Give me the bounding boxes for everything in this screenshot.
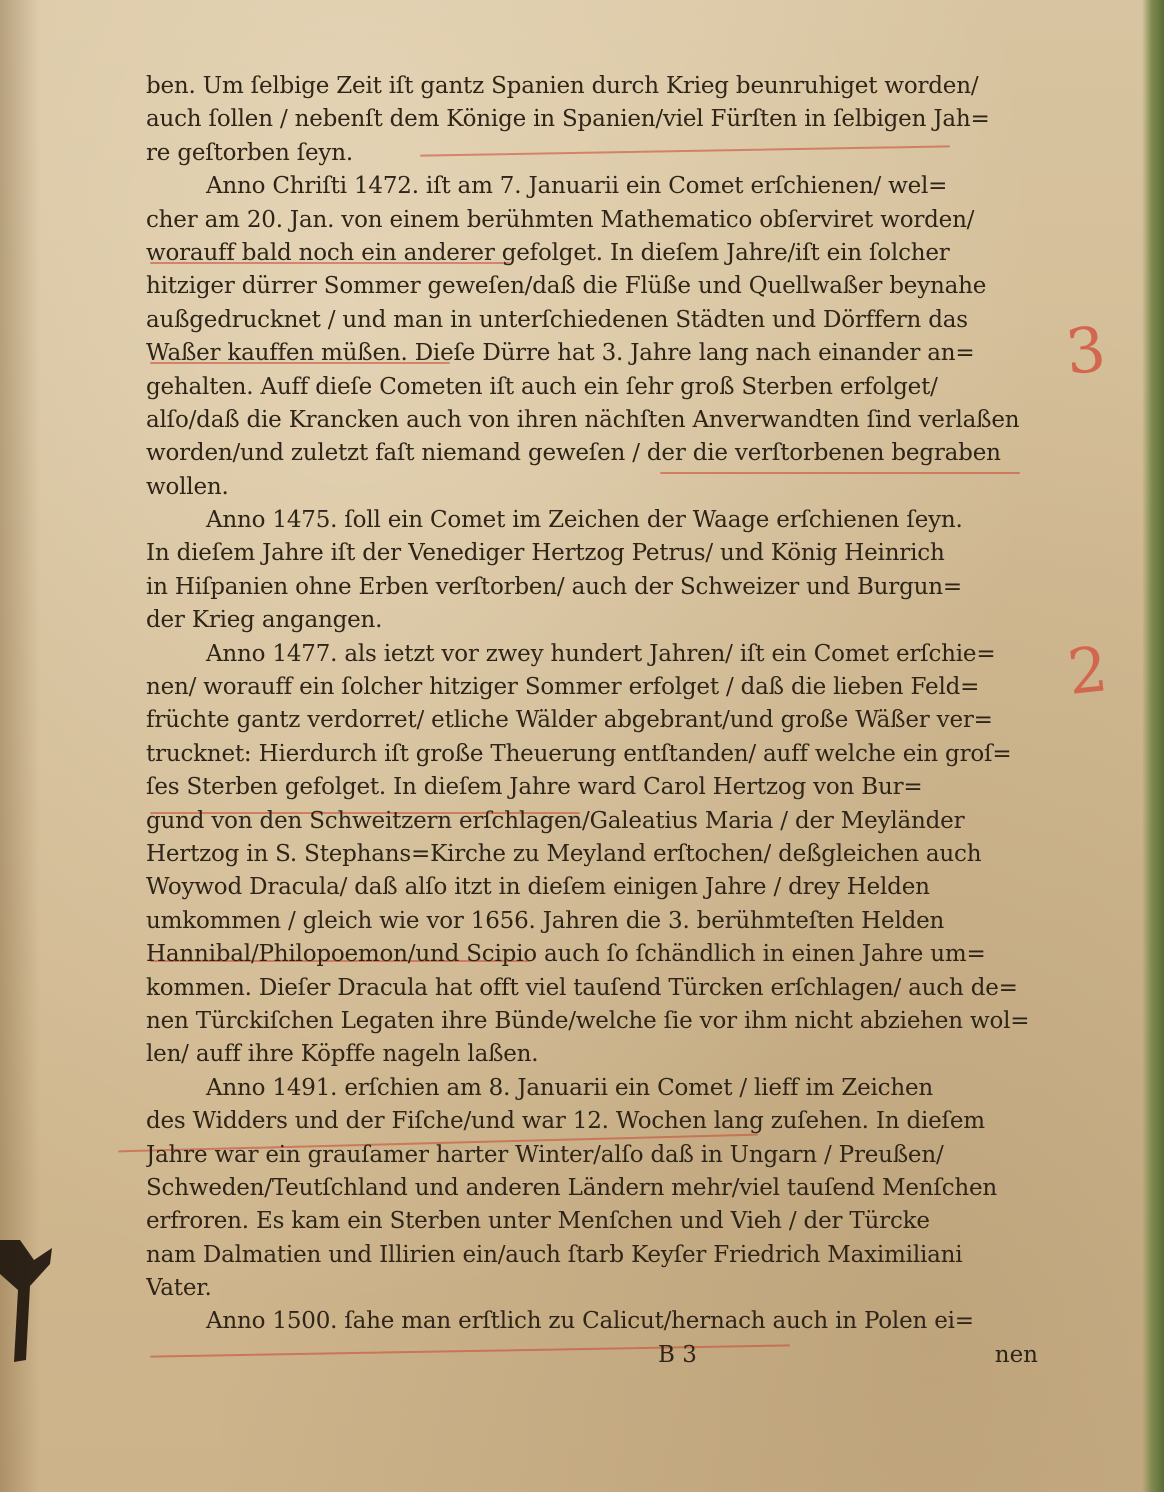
text-line: Jahre war ein grauſamer harter Winter/alſo daß in Ungarn / Preußen/ xyxy=(146,1141,944,1168)
text-line: cher am 20. Jan. von einem berühmten Mathematico obſerviret worden/ xyxy=(146,206,975,233)
margin-note-2: 2 xyxy=(1064,632,1112,709)
text-line: Anno 1475. ſoll ein Comet im Zeichen der Waage erſchienen ſeyn. xyxy=(206,507,963,534)
page-edge-binding xyxy=(1142,0,1164,1492)
text-line: Hertzog in S. Stephans=Kirche zu Meyland erſtochen/ deßgleichen auch xyxy=(146,840,982,867)
text-line: Anno Chriſti 1472. iſt am 7. Januarii ein Comet erſchienen/ wel= xyxy=(206,173,948,200)
text-line: Anno 1491. erſchien am 8. Januarii ein Comet / lieff im Zeichen xyxy=(206,1074,934,1101)
text-line: auch ſollen / nebenſt dem Könige in Spanien/viel Fürſten in ſelbigen Jah= xyxy=(146,106,990,133)
text-line: re geſtorben ſeyn. xyxy=(146,139,353,166)
text-line: nen Türckiſchen Legaten ihre Bünde/welche ſie vor ihm nicht abziehen wol= xyxy=(146,1007,1030,1034)
text-line: nam Dalmatien und Illirien ein/auch ſtarb Keyſer Friedrich Maximiliani xyxy=(146,1241,963,1268)
text-line: der Krieg angangen. xyxy=(146,607,383,634)
text-line: alſo/daß die Krancken auch von ihren nächſten Anverwandten ſind verlaßen xyxy=(146,406,1020,433)
text-line: Anno 1477. als ietzt vor zwey hundert Jahren/ iſt ein Comet erſchie= xyxy=(206,640,996,667)
ink-stain xyxy=(0,1230,54,1370)
text-line: hitziger dürrer Sommer geweſen/daß die Flüße und Quellwaßer beynahe xyxy=(146,273,987,300)
text-line: kommen. Dieſer Dracula hat offt viel tauſend Türcken erſchlagen/ auch de= xyxy=(146,974,1018,1001)
page-footer xyxy=(146,1342,1038,1382)
text-line: Waßer kauffen müßen. Dieſe Dürre hat 3. Jahre lang nach einander an= xyxy=(146,340,975,367)
text-line: nen/ worauff ein ſolcher hitziger Sommer erfolget / daß die lieben Feld= xyxy=(146,674,980,701)
catchword: nen xyxy=(994,1342,1038,1368)
margin-note-3: 3 xyxy=(1062,312,1110,389)
text-line: worauff bald noch ein anderer gefolget. In dieſem Jahre/iſt ein ſolcher xyxy=(146,239,950,266)
text-line: Hannibal/Philopoemon/und Scipio auch ſo ſchändlich in einen Jahre um= xyxy=(146,941,986,968)
text-line: In dieſem Jahre iſt der Venediger Hertzog Petrus/ und König Heinrich xyxy=(146,540,945,567)
text-line: Woywod Dracula/ daß alſo itzt in dieſem einigen Jahre / drey Helden xyxy=(146,874,930,901)
text-line: des Widders und der Fiſche/und war 12. Wochen lang zuſehen. In dieſem xyxy=(146,1108,985,1135)
text-line: ſes Sterben gefolget. In dieſem Jahre ward Carol Hertzog von Bur= xyxy=(146,774,923,801)
text-line: erfroren. Es kam ein Sterben unter Menſchen und Vieh / der Türcke xyxy=(146,1208,930,1235)
text-line: worden/und zuletzt faſt niemand geweſen / der die verſtorbenen begraben xyxy=(146,440,1001,467)
text-line: früchte gantz verdorret/ etliche Wälder abgebrant/und große Wäßer ver= xyxy=(146,707,993,734)
signature-mark: B 3 xyxy=(658,1342,697,1368)
text-line: Vater. xyxy=(146,1275,212,1302)
text-line: umkommen / gleich wie vor 1656. Jahren die 3. berühmteſten Helden xyxy=(146,907,945,934)
text-line: gund von den Schweitzern erſchlagen/Galeatius Maria / der Meyländer xyxy=(146,807,965,834)
text-line: Schweden/Teutſchland und anderen Ländern mehr/viel tauſend Menſchen xyxy=(146,1174,998,1201)
text-line: außgedrucknet / und man in unterſchiedenen Städten und Dörffern das xyxy=(146,306,968,333)
text-line: Anno 1500. ſahe man erſtlich zu Calicut/hernach auch in Polen ei= xyxy=(206,1308,974,1335)
text-line: len/ auff ihre Köpffe nageln laßen. xyxy=(146,1041,539,1068)
text-line: wollen. xyxy=(146,473,229,500)
text-line: ben. Um ſelbige Zeit iſt gantz Spanien durch Krieg beunruhiget worden/ xyxy=(146,73,979,99)
text-line: gehalten. Auff dieſe Cometen iſt auch ein ſehr groß Sterben erfolget/ xyxy=(146,373,938,400)
body-text xyxy=(146,70,1038,1339)
text-line: trucknet: Hierdurch iſt große Theuerung entſtanden/ auff welche ein groſ= xyxy=(146,740,1012,767)
text-line: in Hiſpanien ohne Erben verſtorben/ auch der Schweizer und Burgun= xyxy=(146,573,962,600)
